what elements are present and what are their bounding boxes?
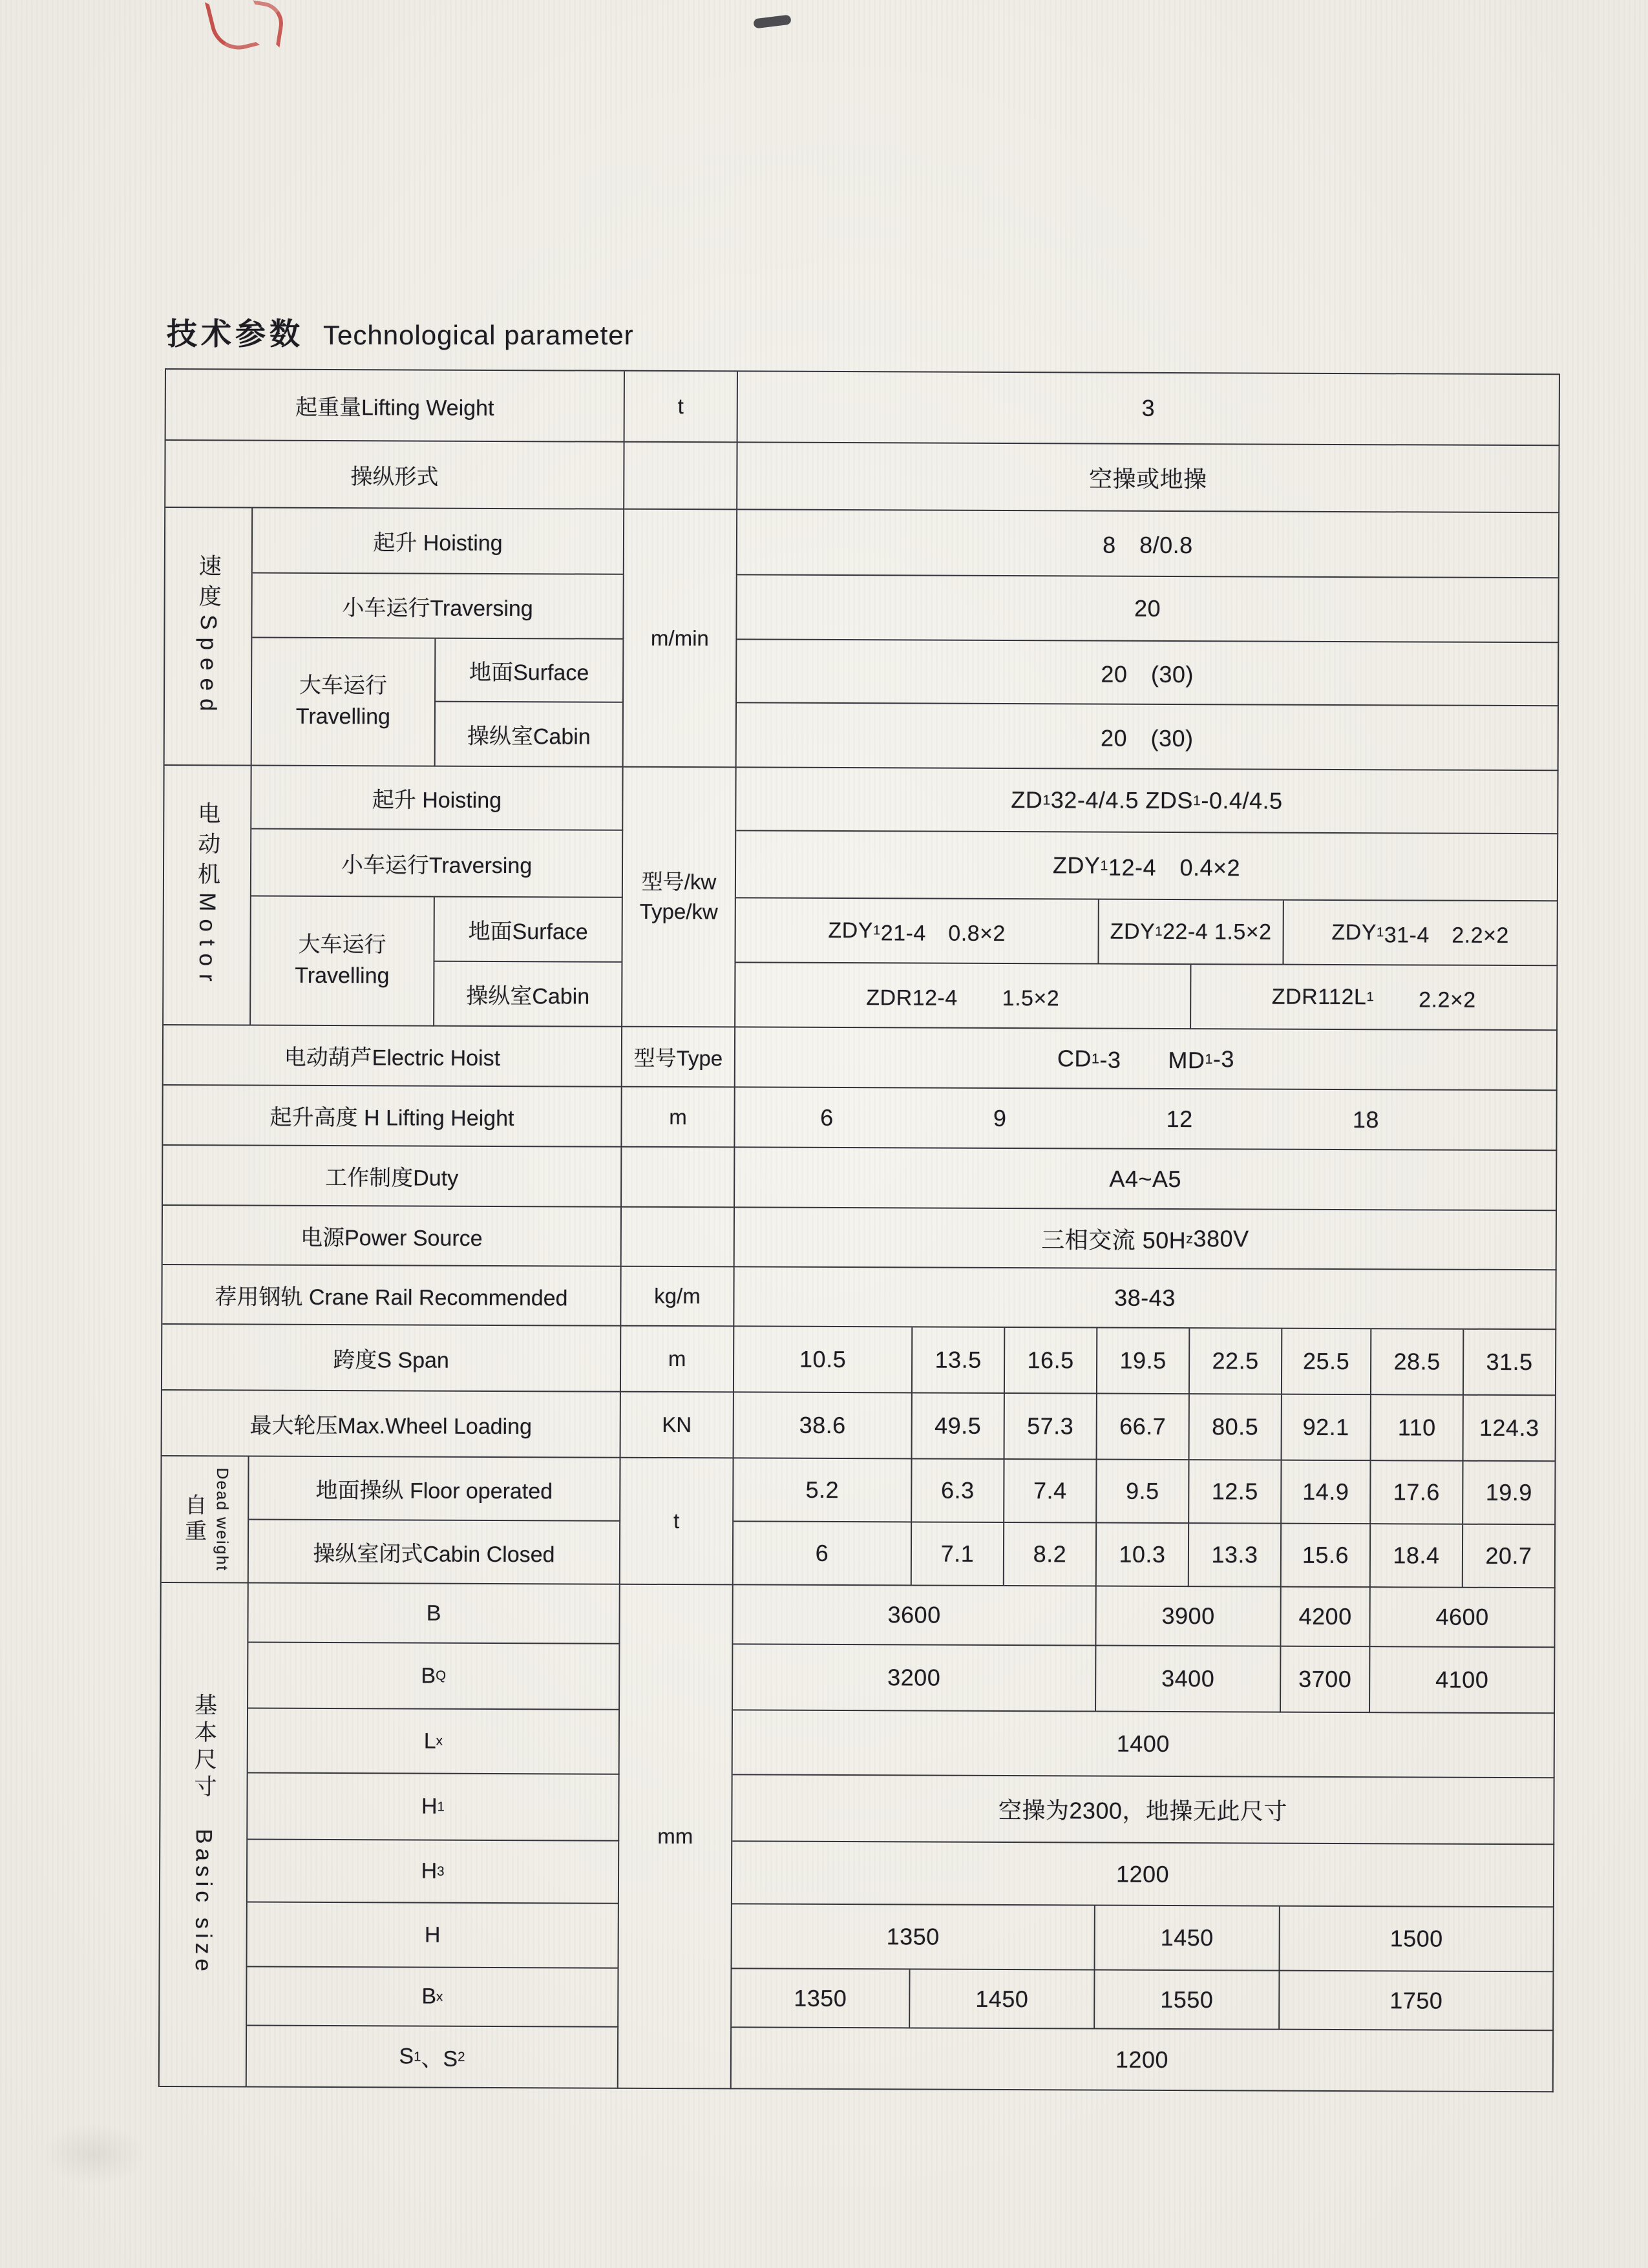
- motor-surface-value-3: ZDY 1 31-4 2.2×2: [1284, 901, 1558, 967]
- span-value-2: 13.5: [913, 1327, 1005, 1394]
- span-value-1: 10.5: [734, 1327, 913, 1393]
- group-basic-size-unit: mm: [618, 1585, 734, 2090]
- row-speed-hoisting-label: 起升 Hoisting: [253, 509, 624, 575]
- row-lifting-weight-value: 3: [738, 372, 1560, 446]
- lifting-height-6: 6: [820, 1104, 834, 1131]
- row-bx-label: B x: [247, 1968, 618, 2028]
- row-s1s2-label: S 1 、S 2: [247, 2026, 618, 2089]
- floor-operated-value-4: 9.5: [1097, 1460, 1189, 1524]
- floor-operated-value-1: 5.2: [734, 1458, 912, 1522]
- bx-value-4: 1750: [1280, 1971, 1554, 2032]
- h3-value: 1200: [732, 1842, 1554, 1907]
- row-power-source-unit: [622, 1208, 735, 1268]
- span-value-7: 28.5: [1371, 1329, 1464, 1396]
- wheel-loading-value-2: 49.5: [913, 1393, 1005, 1460]
- bx-value-3: 1550: [1095, 1971, 1280, 2030]
- floor-operated-value-5: 12.5: [1189, 1460, 1282, 1524]
- cabin-closed-value-7: 18.4: [1371, 1524, 1463, 1588]
- bq-value-2: 3400: [1096, 1646, 1281, 1713]
- motor-cabin-value-1: ZDR12-4 1.5×2: [735, 963, 1191, 1029]
- row-h-label: H: [247, 1903, 618, 1969]
- group-motor-unit: 型号/kw Type/kw: [622, 768, 737, 1028]
- wheel-loading-value-3: 57.3: [1005, 1394, 1097, 1460]
- row-electric-hoist-label: 电动葫芦Electric Hoist: [164, 1025, 622, 1087]
- s1s2-value: 1200: [732, 2028, 1554, 2092]
- row-lx-label: L x: [248, 1709, 620, 1775]
- wheel-loading-value-7: 110: [1371, 1395, 1464, 1462]
- span-value-4: 19.5: [1097, 1328, 1190, 1395]
- floor-operated-value-7: 17.6: [1371, 1461, 1463, 1525]
- row-span-unit: m: [621, 1327, 734, 1393]
- row-motor-cabin-label: 操纵室Cabin: [434, 962, 622, 1027]
- group-speed-label: 速度Speed: [195, 554, 222, 719]
- row-floor-operated-label: 地面操纵 Floor operated: [249, 1457, 620, 1522]
- span-value-6: 25.5: [1282, 1329, 1371, 1396]
- page-title-zh: 技术参数: [167, 317, 304, 351]
- group-dead-weight-en: Dead weight: [213, 1467, 231, 1571]
- group-dead-weight: [162, 1456, 249, 1584]
- motor-cabin-value-2: ZDR112L 1 2.2×2: [1191, 965, 1558, 1031]
- row-speed-cabin-label: 操纵室Cabin: [436, 702, 624, 768]
- scan-smudge: [43, 2123, 146, 2185]
- row-control-mode-value: 空操或地操: [737, 443, 1559, 513]
- wheel-loading-value-5: 80.5: [1190, 1394, 1282, 1461]
- row-speed-cabin-value: 20 (30): [737, 703, 1559, 771]
- group-speed-unit: m/min: [624, 510, 738, 768]
- group-motor-label: 电动机Motor: [194, 801, 220, 989]
- group-basic-size-label: 基本尺寸 Basic size: [190, 1693, 217, 1977]
- row-lifting-weight-unit: t: [625, 372, 738, 443]
- bq-value-3: 3700: [1281, 1647, 1370, 1714]
- row-crane-rail-value: 38-43: [734, 1267, 1556, 1330]
- row-duty-unit: [622, 1148, 735, 1208]
- row-bq-label: B Q: [248, 1643, 620, 1710]
- row-motor-surface-label: 地面Surface: [434, 898, 622, 963]
- scan-mark-black-smear: [753, 15, 791, 29]
- group-dead-weight-zh: 自重: [181, 1493, 206, 1546]
- h-value-3: 1500: [1280, 1907, 1554, 1973]
- cabin-closed-value-8: 20.7: [1463, 1525, 1556, 1589]
- row-lifting-height-values: [735, 1087, 1557, 1151]
- group-dead-weight-unit: t: [620, 1458, 734, 1586]
- wheel-loading-value-4: 66.7: [1097, 1394, 1190, 1461]
- group-speed: [165, 508, 253, 766]
- span-value-8: 31.5: [1464, 1330, 1556, 1396]
- wheel-loading-value-1: 38.6: [734, 1392, 913, 1459]
- row-motor-traversing-label: 小车运行Traversing: [251, 830, 623, 898]
- row-lifting-height-label: 起升高度 H Lifting Height: [163, 1086, 622, 1148]
- span-value-5: 22.5: [1190, 1328, 1282, 1395]
- motor-surface-value-2: ZDY 1 22-4 1.5×2: [1099, 900, 1284, 965]
- cabin-closed-value-3: 8.2: [1004, 1523, 1097, 1587]
- bq-value-4: 4100: [1370, 1647, 1555, 1714]
- b-value-3: 4200: [1281, 1588, 1370, 1648]
- bq-value-1: 3200: [733, 1644, 1096, 1712]
- page-title: [167, 310, 634, 353]
- cabin-closed-value-4: 10.3: [1097, 1524, 1189, 1588]
- row-wheel-loading-label: 最大轮压Max.Wheel Loading: [162, 1391, 621, 1458]
- row-lifting-height-unit: m: [622, 1087, 735, 1148]
- scan-mark-red-stroke-1: [205, 0, 260, 56]
- row-speed-surface-label: 地面Surface: [436, 639, 624, 703]
- row-speed-travelling-label: 大车运行 Travelling: [252, 638, 436, 767]
- row-duty-label: 工作制度Duty: [163, 1146, 622, 1208]
- bx-value-2: 1450: [910, 1969, 1095, 2029]
- group-motor: [164, 766, 252, 1026]
- row-h3-label: H 3: [248, 1840, 619, 1904]
- b-value-1: 3600: [733, 1585, 1096, 1646]
- cabin-closed-value-1: 6: [734, 1522, 912, 1586]
- row-lifting-weight-label: 起重量Lifting Weight: [166, 370, 625, 443]
- parameters-table: [158, 368, 1560, 2092]
- lifting-height-18: 18: [1352, 1106, 1379, 1133]
- row-crane-rail-label: 荐用钢轨 Crane Rail Recommended: [162, 1265, 621, 1327]
- row-speed-traversing-label: 小车运行Traversing: [252, 574, 624, 640]
- floor-operated-value-3: 7.4: [1004, 1460, 1097, 1524]
- row-motor-hoisting-value: ZD 1 32-4/4.5 ZDS 1 -0.4/4.5: [736, 768, 1558, 834]
- row-electric-hoist-value: CD 1 -3 MD 1 -3: [735, 1027, 1558, 1091]
- row-speed-traversing-value: 20: [737, 575, 1559, 643]
- motor-surface-value-1: ZDY 1 21-4 0.8×2: [735, 898, 1099, 964]
- row-power-source-value: 三相交流 50H z 380V: [735, 1208, 1557, 1270]
- floor-operated-value-8: 19.9: [1463, 1462, 1556, 1526]
- row-duty-value: A4~A5: [735, 1148, 1557, 1211]
- row-speed-surface-value: 20 (30): [737, 640, 1559, 706]
- row-wheel-loading-unit: KN: [621, 1392, 734, 1459]
- row-motor-travelling-label: 大车运行 Travelling: [251, 897, 435, 1027]
- b-value-2: 3900: [1096, 1587, 1281, 1647]
- row-control-mode-unit: [624, 443, 737, 510]
- row-electric-hoist-unit: 型号Type: [622, 1027, 735, 1088]
- floor-operated-value-2: 6.3: [912, 1459, 1004, 1523]
- wheel-loading-value-8: 124.3: [1464, 1396, 1556, 1462]
- page-title-en: Technological parameter: [323, 320, 634, 350]
- row-span-label: 跨度S Span: [162, 1325, 621, 1392]
- row-power-source-label: 电源Power Source: [163, 1206, 622, 1267]
- row-h1-label: H 1: [248, 1774, 619, 1842]
- lifting-height-9: 9: [993, 1104, 1007, 1131]
- lifting-height-12: 12: [1166, 1105, 1193, 1132]
- h1-value: 空操为2300，地操无此尺寸: [732, 1775, 1554, 1845]
- row-control-mode-label: 操纵形式: [165, 441, 624, 510]
- row-motor-traversing-value: ZDY 1 12-4 0.4×2: [736, 831, 1558, 901]
- bx-value-1: 1350: [732, 1969, 910, 2028]
- group-basic-size: [160, 1583, 249, 2088]
- row-motor-hoisting-label: 起升 Hoisting: [251, 766, 623, 831]
- h-value-2: 1450: [1095, 1906, 1280, 1971]
- row-b-label: B: [248, 1584, 620, 1644]
- cabin-closed-value-5: 13.3: [1189, 1524, 1282, 1588]
- wheel-loading-value-6: 92.1: [1282, 1395, 1371, 1462]
- scan-mark-red-stroke-2: [246, 0, 286, 47]
- cabin-closed-value-2: 7.1: [912, 1522, 1004, 1586]
- row-cabin-closed-label: 操纵室闭式Cabin Closed: [249, 1520, 620, 1585]
- cabin-closed-value-6: 15.6: [1282, 1524, 1371, 1588]
- floor-operated-value-6: 14.9: [1282, 1461, 1371, 1525]
- lx-value: 1400: [733, 1710, 1555, 1778]
- row-speed-hoisting-value: 8 8/0.8: [737, 510, 1559, 578]
- h-value-1: 1350: [732, 1904, 1095, 1970]
- row-crane-rail-unit: kg/m: [621, 1267, 734, 1327]
- span-value-3: 16.5: [1005, 1328, 1097, 1394]
- b-value-4: 4600: [1370, 1588, 1555, 1648]
